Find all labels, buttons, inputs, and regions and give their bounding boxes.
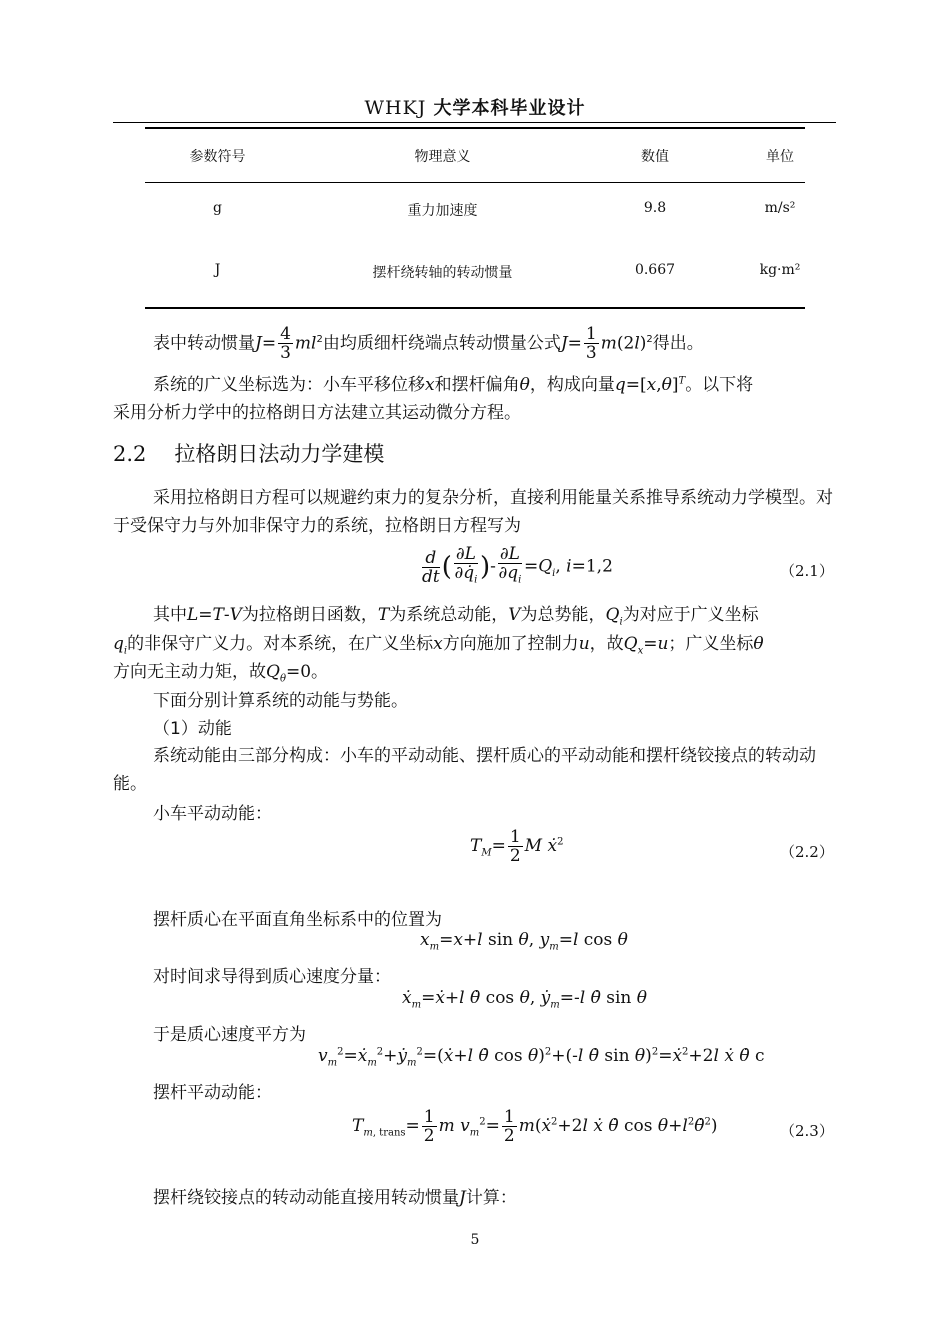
paragraph-energy-intro: 下面分别计算系统的动能与势能。 xyxy=(153,691,408,711)
header-rule xyxy=(113,122,836,123)
table-row-g-value: 9.8 xyxy=(643,200,667,216)
table-row-j-value: 0.667 xyxy=(634,262,676,278)
table-row-g-unit: m/s² xyxy=(764,200,796,216)
paragraph-lagrangian-line3: 方向无主动力矩，故$Q_\theta=0$。 xyxy=(113,662,329,685)
equation-2-3-number: （2.3） xyxy=(780,1122,834,1140)
table-header-meaning: 物理意义 xyxy=(414,149,471,165)
header-latin: WHKJ xyxy=(364,97,427,119)
equation-2-1-number: （2.1） xyxy=(780,562,834,580)
table-bottom-rule xyxy=(145,307,805,309)
table-top-rule xyxy=(145,127,805,129)
equation-2-3: $T_{m, trans}=$ $\frac{1}{2}$ m $v_m^2=$ $\frac{1}{2}$ m(ẋ$^2$+2l ẋ θ̇ $\cos \theta+l^2\thetȧ^2$) xyxy=(352,1107,718,1146)
paragraph-coordinates-line1: 系统的广义坐标选为：小车平移位移x和摆杆偏角θ，构成向量$q=[x,\theta]^T$。以下将 xyxy=(153,375,754,395)
table-header-symbol: 参数符号 xyxy=(189,149,246,165)
table-header-rule xyxy=(145,182,805,183)
table-row-j-symbol: J xyxy=(214,262,221,278)
equation-velocity-squared: $v_m^2=ẋ_m^2+ẏ_m^2=(ẋ+l$ θ̇ cos θ)$^2$+(-l θ̇ sin θ)$^2$=ẋ$^2$+2l ẋ θ̇ c xyxy=(318,1046,765,1069)
paragraph-lagrangian-line1: 其中L=T-V为拉格朗日函数，T为系统总动能，V为总势能，$Q_i$为对应于广义坐标 xyxy=(153,605,759,628)
paragraph-kinetic-composition: 系统动能由三部分构成：小车的平动动能、摆杆质心的平动动能和摆杆绕铰接点的转动动能。 xyxy=(113,746,816,794)
paragraph-rod-kinetic: 摆杆平动动能： xyxy=(153,1083,272,1103)
paragraph-lagrangian-line2: $q_i$的非保守广义力。对本系统，在广义坐标x方向施加了控制力u，故$Q_x=u$；广义坐标θ xyxy=(113,634,764,657)
section-number: 2.2 xyxy=(113,442,147,466)
equation-2-2-number: （2.2） xyxy=(780,843,834,861)
paragraph-coordinates-line2: 采用分析力学中的拉格朗日方法建立其运动微分方程。 xyxy=(113,403,521,423)
table-header-unit: 单位 xyxy=(766,149,794,165)
equation-position: $x_m=x+l$ sin θ, $y_m=l$ cos θ xyxy=(420,930,628,953)
subheading-kinetic-energy: （1）动能 xyxy=(153,719,232,739)
table-row-g-symbol: g xyxy=(213,200,222,216)
paragraph-lagrange-intro: 采用拉格朗日方程可以规避约束力的复杂分析，直接利用能量关系推导系统动力学模型。对于受保守力与外加非保守力的系统，拉格朗日方程写为 xyxy=(113,488,833,536)
table-header-value: 数值 xyxy=(641,149,669,165)
section-title: 拉格朗日法动力学建模 xyxy=(174,442,385,466)
paragraph-velocity-squared: 于是质心速度平方为 xyxy=(153,1025,306,1045)
table-row-j-meaning: 摆杆绕转轴的转动惯量 xyxy=(372,265,513,281)
page-header xyxy=(0,94,950,120)
equation-velocity: ẋ$_m$=ẋ+l θ̇ cos θ, ẏ$_m$=-l θ̇ sin θ xyxy=(402,988,647,1011)
paragraph-velocity-derivation: 对时间求导得到质心速度分量： xyxy=(153,967,391,987)
paragraph-cart-kinetic: 小车平动动能： xyxy=(153,804,272,824)
section-heading xyxy=(113,438,384,468)
table-row-j-unit: kg·m² xyxy=(759,262,801,278)
paragraph-inertia: 表中转动惯量J= $\frac{4}{3}$ $ml^2$由均质细杆绕端点转动惯量公式J= $\frac{1}{3}$ $m(2l)^2$得出。 xyxy=(153,324,704,363)
header-title: 大学本科毕业设计 xyxy=(433,98,586,119)
paragraph-rotational-kinetic: 摆杆绕铰接点的转动动能直接用转动惯量J计算： xyxy=(153,1188,517,1208)
paragraph-mass-center-position: 摆杆质心在平面直角坐标系中的位置为 xyxy=(153,910,442,930)
table-row-g-meaning: 重力加速度 xyxy=(407,203,478,219)
equation-2-2: $T_M=$ $\frac{1}{2}$ M ẋ$^2$ xyxy=(470,827,564,866)
equation-2-1: $\frac{d}{dt}$ ( $\frac{\partial L}{\partial q̇_i}$ )- $\frac{\partial L}{\partial q_i}$ $=Q_i$, i=1,2 xyxy=(422,544,613,587)
page-number: 5 xyxy=(470,1232,480,1248)
